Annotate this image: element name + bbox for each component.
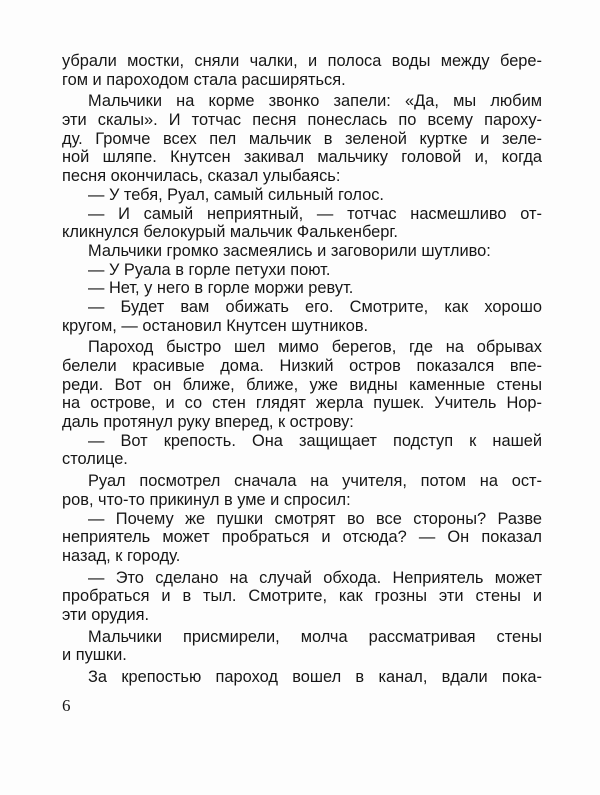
text-line: на острове, и со стен глядят жерла пушек. Учитель Нор- [62,394,542,413]
text-line: белели красивые дома. Низкий остров показался впе- [62,357,542,375]
text-line: песня окончилась, сказал улыбаясь: [62,167,341,186]
text-line: Мальчики присмирели, молча рассматривая стены [88,627,542,646]
text-line: Пароход быстро шел мимо берегов, где на обрывах [88,338,542,357]
text-line: пробраться и в тыл. Смотрите, как грозны эти стены и [62,587,542,606]
text-line: ной шляпе. Кнутсен закивал мальчику головой и, когда [62,148,542,167]
text-line: ров, что-то прикинул в уме и спросил: [62,490,351,509]
text-line: убрали мостки, сняли чалки, и полоса воды между бере- [62,52,542,70]
text-line: Мальчики громко засмеялись и заговорили шутливо: [88,241,491,260]
text-line: назад, к городу. [62,546,181,565]
text-line: Руал посмотрел сначала на учителя, потом на ост- [88,472,542,491]
page-body-text [62,52,542,687]
text-line: эти орудия. [62,605,150,624]
text-line: ду. Громче всех пел мальчик в зеленой куртке и зеле- [62,129,542,148]
text-line: — Будет вам обижать его. Смотрите, как хорошо [88,297,542,316]
text-line: — Нет, у него в горле моржи ревут. [88,279,354,298]
text-line: За крепостью пароход вошел в канал, вдали пока- [88,668,542,686]
text-line: столице. [62,450,128,469]
text-line: — Это сделано на случай обхода. Неприятель может [88,568,542,587]
text-line: неприятель может пробраться и отсюда? — Он показал [62,528,542,547]
text-line: даль протянул руку вперед, к острову: [62,413,354,432]
page-number: 6 [62,696,71,715]
text-line: Мальчики на корме звонко запели: «Да, мы любим [88,92,542,111]
text-line: и пушки. [62,646,127,665]
text-line: — Вот крепость. Она защищает подступ к нашей [88,431,542,450]
text-line: кругом, — остановил Кнутсен шутников. [62,316,369,335]
text-line: реди. Вот он ближе, ближе, уже видны каменные стены [62,375,542,394]
text-line: кликнулся белокурый мальчик Фалькенберг. [62,223,398,242]
text-line: эти скалы». И тотчас песня понеслась по всему пароху- [62,111,542,130]
text-line: — У тебя, Руал, самый сильный голос. [88,185,384,204]
text-line: — И самый неприятный, — тотчас насмешливо от- [88,204,542,223]
text-line: — Почему же пушки смотрят во все стороны? Разве [88,509,542,528]
text-line: гом и пароходом стала расширяться. [62,70,346,89]
text-line: — У Руала в горле петухи поют. [88,260,331,279]
